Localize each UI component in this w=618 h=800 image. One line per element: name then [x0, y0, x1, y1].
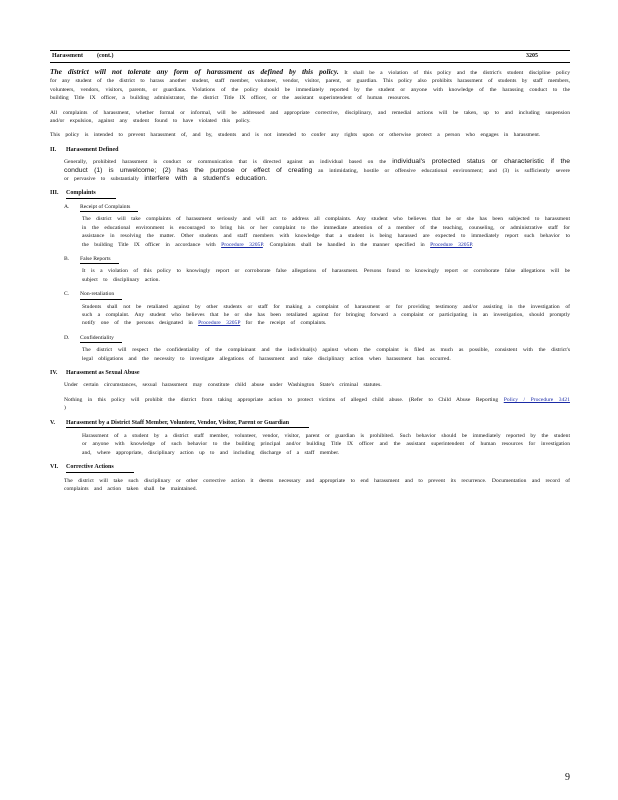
header-title: Harassment — [52, 53, 83, 60]
confidentiality-text: The district will respect the confidentiality of the complainant and the individual(s) against whom the complaint is filed as much as possible, consistent with the district's legal obligations and the necessity to investigate allegations of harassment and take disciplinary action when harassment has occurred. — [82, 347, 570, 362]
lead-statement: The district will not tolerate any form of harassment as defined by this policy. — [50, 67, 339, 76]
non-retaliation-text — [82, 303, 570, 328]
section-title: Harassment Defined — [66, 146, 119, 153]
procedure-link[interactable]: Procedure 3205P — [198, 320, 241, 327]
subsection-title: Confidentiality — [80, 334, 122, 343]
section-number: VI. — [50, 464, 59, 471]
header-cont: (cont.) — [97, 53, 114, 60]
section-iv-heading — [50, 369, 570, 377]
body-text: for the receipt of complaints. — [245, 320, 327, 327]
definition-line: Generally, prohibited harassment is conduct or communication that is directed against an individual based on the — [64, 159, 387, 166]
intro-text: It shall be a violation of this policy and the district's student discipline policy for any student of the district to harass another student, staff member, volunteer, vendor, visitor, parent, or guardian. This policy also prohibits harassment of students by staff members, volunteers, vendors, visitors, parents, or guardians. Violations of the policy should be immediately reported by the student or anyone with knowledge of the harassing conduct to the building Title IX officer, a building administrator, the district Title IX officer, or the assistant superintendent of human resources. — [50, 70, 570, 102]
policy-procedure-link[interactable]: Policy / Procedure 3421 — [503, 396, 570, 403]
definition-line: an intimidating, hostile or offensive educational environment; and (3) is sufficiently severe or pervasive to substantially — [64, 167, 571, 183]
false-reports-text: It is a violation of this policy to knowingly report or corroborate false allegations of harassment. Persons found to knowingly report or corroborate false allegations will be subject to disciplinary action. — [82, 268, 570, 283]
body-text: Nothing in this policy will prohibit the district from taking appropriate action to protect victims of alleged child abuse. (Refer to Child Abuse Reporting — [64, 396, 499, 403]
complaints-paragraph: All complaints of harassment, whether formal or informal, will be addressed and appropriate corrective, disciplinary, and remedial actions will be taken, up to and including suspension and/or expulsion, against any student found to have violated this policy. — [50, 109, 570, 125]
definition-line: individual's protected status or characteristic if the conduct (1) is unwelcome; (2) has the purpose or effect of creating — [64, 158, 570, 174]
section-number: V. — [50, 419, 56, 426]
subsection-number: B. — [64, 255, 70, 262]
section-title: Harassment as Sexual Abuse — [66, 369, 140, 376]
section-title: Harassment by a District Staff Member, Volunteer, Vendor, Visitor, Parent or Guardian — [66, 419, 309, 428]
intro-paragraph — [50, 68, 570, 103]
subsection-c-heading — [64, 290, 570, 299]
subsection-number: A. — [64, 203, 70, 210]
subsection-a-heading — [64, 203, 570, 212]
section-ii-heading — [50, 146, 570, 154]
section-number: III. — [50, 190, 59, 197]
child-abuse-text — [64, 396, 570, 413]
body-text: ) — [64, 405, 66, 412]
body-text: . Complaints shall be handled in the manner specified in — [262, 241, 425, 248]
harassment-defined-text — [64, 158, 570, 183]
procedure-link[interactable]: Procedure 3205P — [221, 241, 263, 248]
subsection-b-heading — [64, 255, 570, 264]
definition-line: interfere with a student's education. — [144, 175, 268, 183]
running-header — [50, 50, 570, 63]
body-text: . — [471, 241, 474, 248]
corrective-actions-text: The district will take such disciplinary or other corrective action it deems necessary and appropriate to end harassment and to prevent its recurrence. Documentation and record of complaints and action taken shall be maintained. — [64, 477, 570, 493]
section-number: IV. — [50, 369, 58, 376]
intent-paragraph: This policy is intended to prevent harassment of, and by, students and is not intended to confer any rights upon or otherwise protect a person who engages in harassment. — [50, 132, 541, 139]
procedure-link[interactable]: Procedure 3205P — [430, 241, 472, 248]
subsection-number: D. — [64, 334, 70, 341]
staff-harassment-text: Harassment of a student by a district staff member, volunteer, vendor, visitor, parent or guardian is prohibited. Such behavior should be immediately reported by the student or anyone with knowledge of such behavior to the building principal and/or building Title IX officer and the assistant superintendent of human resources for investigation and, where appropriate, disciplinary action up to and including discharge of a staff member. — [82, 433, 570, 456]
section-title: Corrective Actions — [66, 463, 134, 472]
section-number: II. — [50, 146, 57, 153]
subsection-title: Non-retaliation — [80, 290, 122, 299]
page-number: 9 — [565, 772, 570, 783]
policy-page — [50, 50, 570, 499]
section-v-heading — [50, 419, 570, 428]
body-text: Students shall not be retaliated against by other students or staff for making a complaint of harassment or for providing testimony and/or assisting in the investigation of such a complaint. Any student who believes that he or she has been retaliated against for bringing forward a complaint or participating in an investigation, should promptly notify one of the persons designated in — [82, 303, 570, 327]
policy-number: 3205 — [526, 53, 538, 60]
subsection-title: False Reports — [80, 255, 119, 264]
subsection-number: C. — [64, 291, 70, 298]
body-text: The district will take complaints of harassment seriously and will act to address all complaints. Any student who believes that he or she has been subjected to harassment in the educational environment is encouraged to bring his or her complaint to the immediate attention of a member of the teaching, counseling, or administrative staff for assistance in resolving the matter. Other students and staff members with knowledge that a student is being harassed are expected to immediately report such behavior to the building Title IX officer in accordance with — [82, 216, 570, 248]
section-iii-heading — [50, 189, 570, 198]
section-vi-heading — [50, 463, 570, 472]
section-title: Complaints — [66, 189, 116, 198]
receipt-text — [82, 215, 570, 249]
sexual-abuse-text: Under certain circumstances, sexual harassment may constitute child abuse under Washington State's criminal statutes. — [64, 382, 382, 389]
subsection-title: Receipt of Complaints — [80, 203, 138, 212]
subsection-d-heading — [64, 334, 570, 343]
